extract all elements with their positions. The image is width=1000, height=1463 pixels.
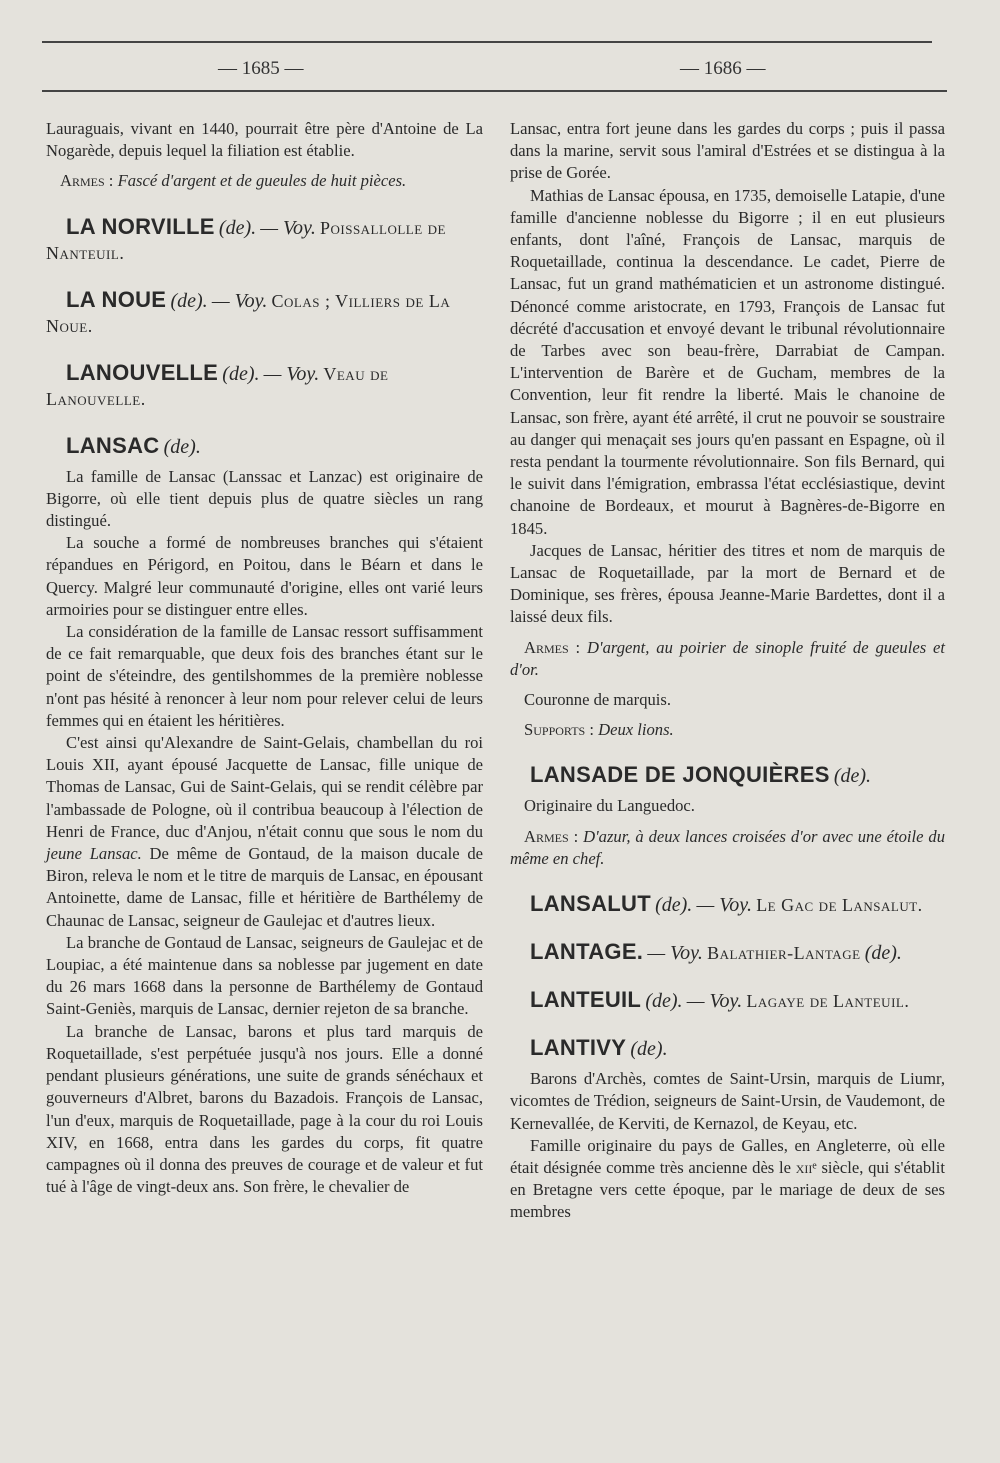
text-span: De même de Gontaud, de la maison ducale de Biron, releva le nom et le titre de marquis de Lansac, en épousant Antoinette, dame de Lansac, fille et héritière de Barthélemy de Chaunac de Lansac, seigneur de Gaulejac et d'autres lieux. [46,844,483,930]
entry-particle: (de). [645,990,683,1013]
lansac-paragraph-4 [46,732,483,932]
entry-lanouvelle [46,361,483,412]
entry-particle: (de). [218,216,257,239]
right-page-number: — 1686 — [680,58,766,79]
entry-particle: (de). [655,894,693,917]
entry-voy: — Voy. [647,942,703,965]
lansac-paragraph-3: La considération de la famille de Lansac ressort suffisamment de ce fait remarquable, que deux fois des branches étant sur le point de s'éteindre, des gentilshommes de la première noblesse n'ont pas hésité à renoncer à leur nom pour relever celui de leurs femmes qui en étaient les héritières. [46,622,483,730]
right-column [510,118,945,1224]
entry-reference: Veau de Lanouvelle. [46,363,389,409]
intro-arms [46,170,483,192]
entry-lansalut [510,892,945,918]
entry-voy: — Voy. [263,362,320,385]
entry-heading: LANTAGE. [530,939,644,965]
entry-reference: Poissallolle de Nanteuil. [46,217,446,263]
entry-heading: LANSALUT [530,891,651,917]
jonquieres-arms [510,826,945,870]
lansac-paragraph-8: Mathias de Lansac épousa, en 1735, demoiselle Latapie, d'une famille d'ancienne noblesse du Bigorre ; il en eut plusieurs enfants, dont l'aîné, François de Lansac, marquis de Roquetaillade, continua la descendance. Le cadet, Pierre de Lansac, fut un grand mathématicien et un astronome distingué. Dénoncé comme aristocrate, en 1793, François de Lansac fut décrété d'accusation et envoyé devant le tribunal révolutionnaire de Tarbes avec son beau-frère, Darrabiat de Campan. L'intervention de Barère et de Gucham, membres de la Convention, leur fit rendre la liberté. Mais le chanoine de Lansac, son frère, ayant été arrêté, il crut ne pouvoir se soustraire au danger qui menaçait ses jours qu'en passant en Espagne, où il resta pendant la tourmente révolutionnaire. Son fils Bernard, qui le suivit dans l'émigration, embrassa l'état ecclésiastique, devint chanoine de Bordeaux, et mourut à Bagnères-de-Bigorre en 1845. [510,185,945,538]
entry-heading: LANSAC [66,432,160,458]
lansac-paragraph-5: La branche de Gontaud de Lansac, seigneurs de Gaulejac et de Loupiac, a été maintenue dans sa noblesse par jugement en date du 26 mars 1668 dans la personne de Barthélemy de Gontaud Saint-Geniès, marquis de Lansac, dernier rejeton de sa branche. [46,932,483,1019]
entry-particle: (de). [222,362,260,385]
entry-reference: Le Gac de Lansalut. [756,895,923,916]
lansac-paragraph-7: Lansac, entra fort jeune dans les gardes du corps ; puis il passa dans la marine, servit sous l'amiral d'Estrées et se distingua à la prise de Gorée. [510,119,945,183]
lansac-paragraph-1: La famille de Lansac (Lanssac et Lanzac) est originaire de Bigorre, où elle tient depuis plus de quatre siècles un rang distingué. [46,466,483,531]
supports-text: Deux lions. [598,720,674,740]
entry-reference: Colas ; Villiers de La Noue. [46,290,451,336]
entry-lansac [46,434,483,460]
arms-text: D'azur, à deux lances croisées d'or avec une étoile du même en chef. [510,826,945,868]
italic-span: jeune Lansac. [46,844,142,864]
entry-particle: (de). [630,1038,668,1061]
supports-label: Supports : [524,720,594,740]
entry-heading: LA NOUE [66,286,167,312]
entry-particle: (de). [163,435,201,458]
header-rule [42,90,947,92]
entry-heading: LANTIVY [530,1035,627,1061]
jonquieres-origin: Originaire du Languedoc. [524,796,695,816]
lansac-supports [510,719,945,741]
entry-voy: — Voy. [260,216,316,239]
top-rule [42,41,932,43]
entry-particle: (de). [170,289,208,312]
lantivy-paragraph-1: Barons d'Archès, comtes de Saint-Ursin, marquis de Liumr, vicomtes de Trédion, seigneurs de Saint-Ursin, de Vaudemont, de Kernevallée, de Kerviti, de Kernazol, de Keyau, etc. [510,1069,945,1133]
left-page-number: — 1685 — [218,58,304,79]
entry-heading: LA NORVILLE [66,213,215,239]
text-span: siècle, qui s'établit en Bretagne vers cette époque, par le mariage de deux de ses membres [510,1157,946,1222]
entry-voy: — Voy. [211,289,268,312]
lansac-paragraph-2: La souche a formé de nombreuses branches qui s'étaient répandues en Périgord, en Poitou, dans le Béarn et dans le Quercy. Malgré leur communauté d'origine, elles ont varié leurs armoiries pour se distinguer entre elles. [46,533,483,619]
intro-paragraph: Lauraguais, vivant en 1440, pourrait être père d'Antoine de La Nogarède, depuis lequel la filiation est établie. [46,119,483,161]
century-span: xiiᵉ [795,1157,817,1177]
entry-reference: Lagaye de Lanteuil. [746,991,910,1012]
entry-la-noue [46,288,483,339]
lansac-arms [510,637,945,681]
entry-heading: LANSADE DE JONQUIÈRES [530,762,830,788]
entry-lansade-de-jonquieres [510,763,945,789]
arms-text: Fascé d'argent et de gueules de huit pièces. [117,171,407,191]
entry-particle: (de). [833,765,872,788]
arms-text: D'argent, au poirier de sinople fruité de gueules et d'or. [510,637,946,679]
entry-voy: — Voy. [696,894,753,917]
entry-voy: — Voy. [686,990,743,1013]
arms-label: Armes : [524,826,579,846]
lansac-paragraph-9: Jacques de Lansac, héritier des titres et nom de marquis de Lansac de Roquetaillade, par la mort de Bernard et de Dominique, ses frères, épousa Jeanne-Marie Bardettes, dont il a laissé deux fils. [510,540,945,627]
entry-lantivy [510,1036,945,1062]
text-span: C'est ainsi qu'Alexandre de Saint-Gelais, chambellan du roi Louis XII, ayant épousé Jacquette de Lansac, fille unique de Thomas de Lansac, Gui de Saint-Gelais, qui se rendit célèbre par l'ambassade de Pologne, où il contribua beaucoup à l'élection de Henri de France, duc d'Anjou, n'était connu que sous le nom du [46,733,483,841]
lansac-couronne: Couronne de marquis. [524,690,672,710]
entry-heading: LANTEUIL [530,987,642,1013]
text-span: Famille originaire du pays de Galles, en Angleterre, où elle était désignée comme très ancienne dès le [510,1135,945,1177]
arms-label: Armes : [60,171,114,191]
entry-reference: Balathier-Lantage [707,943,861,964]
lantivy-paragraph-2 [510,1135,945,1224]
entry-la-norville [46,215,483,266]
arms-label: Armes : [524,637,581,657]
left-column [46,118,483,1198]
entry-heading: LANOUVELLE [66,359,219,385]
lansac-paragraph-6: La branche de Lansac, barons et plus tard marquis de Roquetaillade, s'est perpétuée jusqu'à nos jours. Elle a donné pendant plusieurs générations, une suite de grands sénéchaux et gouverneurs d'Albret, barons du Bazadois. François de Lansac, l'un d'eux, marquis de Roquetaillade, page à la cour du roi Louis XIV, en 1668, entra dans les gardes du corps, fit quatre campagnes où il donna des preuves de courage et de valeur et fut tué à l'âge de vingt-deux ans. Son frère, le chevalier de [46,1021,483,1197]
entry-particle: (de). [864,942,902,965]
entry-lanteuil [510,988,945,1014]
entry-lantage [510,940,945,966]
